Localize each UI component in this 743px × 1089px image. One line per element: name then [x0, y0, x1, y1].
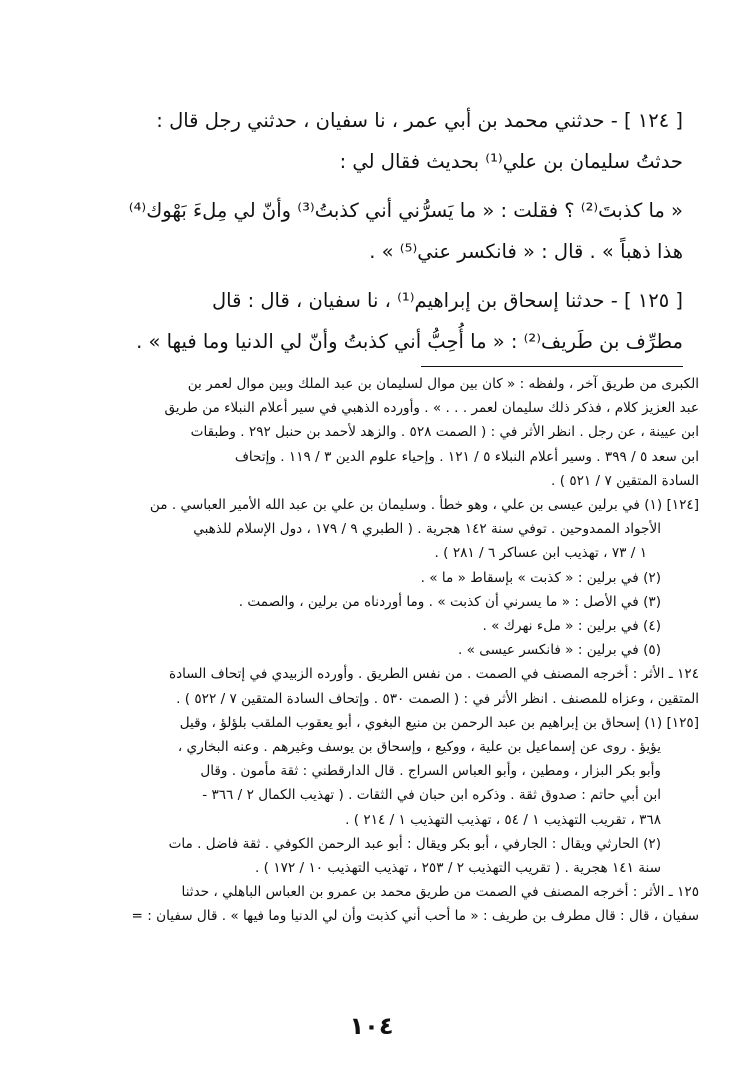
footnote-line: (٣) في الأصل : « ما يسرني أن كذبت » . وما أوردناه من برلين ، والصمت .: [238, 593, 661, 610]
footnotes: [39, 372, 699, 929]
footnote-line: وأبو بكر البزار ، ومطين ، وأبو العباس السراج . قال الدارقطني : ثقة مأمون . وقال: [200, 763, 661, 780]
footnote-line: عبد العزيز كلام ، فذكر ذلك سليمان لعمر . . . » . وأورده الذهبي في سير أعلام النبلاء من طريق: [164, 400, 699, 417]
footnote-line: الأجواد الممدوحين . توفي سنة ١٤٢ هجرية . ( الطبري ٩ / ١٧٩ ، دول الإسلام للذهبي: [193, 521, 661, 538]
footnote-line: ١٢٥ ـ الأثر : أخرجه المصنف في الصمت من طريق محمد بن عمرو بن العباس الباهلي ، حدثنا: [181, 884, 699, 901]
footnote-line: ابن سعد ٥ / ٣٩٩ . وسير أعلام النبلاء ٥ / ١٢١ . وإحياء علوم الدين ٣ / ١١٩ . وإتحاف: [234, 448, 699, 465]
main-line: [ ١٢٤ ] - حدثني محمد بن أبي عمر ، نا سفيان ، حدثني رجل قال :: [156, 109, 683, 132]
footnote-line: الكبرى من طريق آخر ، ولفظه : « كان بين موال لسليمان بن عبد الملك وبين موال لعمر بن: [187, 376, 699, 392]
footnote-line: [١٢٤] (١) في برلين عيسى بن علي ، وهو خطأ . وسليمان بن علي بن عبد الله الأمير العباسي . من: [149, 497, 699, 514]
main-line: حدثتُ سليمان بن علي⁽¹⁾ بحديث فقال لي :: [339, 150, 683, 173]
footnote-line: (٢) في برلين : « كذبت » بإسقاط « ما » .: [420, 569, 661, 586]
footnote-separator: [421, 366, 683, 367]
footnote-line: ابن عيينة ، عن رجل . انظر الأثر في : ( الصمت ٥٢٨ . والزهد لأحمد بن حنبل ٢٩٢ . وطبقات: [190, 424, 699, 441]
footnote-line: المتقين ، وعزاه للمصنف . انظر الأثر في : ( الصمت ٥٣٠ . وإتحاف السادة المتقين ٧ / ٥٢٢ ) .: [176, 690, 699, 707]
main-line: هذا ذهباً » . قال : « فانكسر عني⁽⁵⁾ » .: [369, 240, 683, 263]
main-text: [63, 100, 683, 362]
main-line: [ ١٢٥ ] - حدثنا إسحاق بن إبراهيم⁽¹⁾ ، نا سفيان ، قال : قال: [211, 289, 683, 312]
footnote-line: [١٢٥] (١) إسحاق بن إبراهيم بن عبد الرحمن بن منيع البغوي ، أبو يعقوب الملقب بلؤلؤ ، وقيل: [179, 714, 699, 731]
footnote-line: ١٢٤ ـ الأثر : أخرجه المصنف في الصمت . من نفس الطريق . وأورده الزبيدي في إتحاف السادة: [168, 666, 699, 683]
main-line: « ما كذبتَ⁽²⁾ ؟ فقلت : « ما يَسرُّني أني كذبتُ⁽³⁾ وأنّ لي مِلءَ بَهْوك⁽⁴⁾: [128, 199, 683, 222]
footnote-line: (٤) في برلين : « ملء نهرك » .: [482, 618, 661, 635]
footnote-line: يؤيؤ . روى عن إسماعيل بن علية ، ووكيع ، وإسحاق بن يوسف وغيرهم . وعنه البخاري ،: [177, 739, 661, 756]
footnote-line: ١ / ٧٣ ، تهذيب ابن عساكر ٦ / ٢٨١ ) .: [434, 545, 647, 562]
footnote-line: السادة المتقين ٧ / ٥٢١ ) .: [551, 472, 699, 489]
footnote-line: ابن أبي حاتم : صدوق ثقة . وذكره ابن حبان في الثقات . ( تهذيب الكمال ٢ / ٣٦٦ -: [202, 787, 661, 804]
footnote-line: (٢) الحارثي ويقال : الجارفي ، أبو بكر ويقال : أبو عبد الرحمن الكوفي . ثقة فاضل . مات: [168, 835, 661, 852]
footnote-line: سنة ١٤١ هجرية . ( تقريب التهذيب ٢ / ٢٥٣ ، تهذيب التهذيب ١٠ / ١٧٢ ) .: [255, 860, 661, 877]
footnote-line: سفيان ، قال : قال مطرف بن طريف : « ما أحب أني كذبت وأن لي الدنيا وما فيها » . قال سفيان : =: [131, 908, 699, 925]
footnote-line: ٣٦٨ ، تقريب التهذيب ١ / ٥٤ ، تهذيب التهذيب ١ / ٢١٤ ) .: [345, 811, 661, 828]
main-line: مطرِّف بن طَريف⁽²⁾ : « ما أُحِبُّ أني كذبتُ وأنّ لي الدنيا وما فيها » .: [136, 330, 683, 353]
page-number: ١٠٤: [349, 1012, 394, 1040]
footnote-line: (٥) في برلين : « فانكسر عيسى » .: [458, 642, 661, 659]
